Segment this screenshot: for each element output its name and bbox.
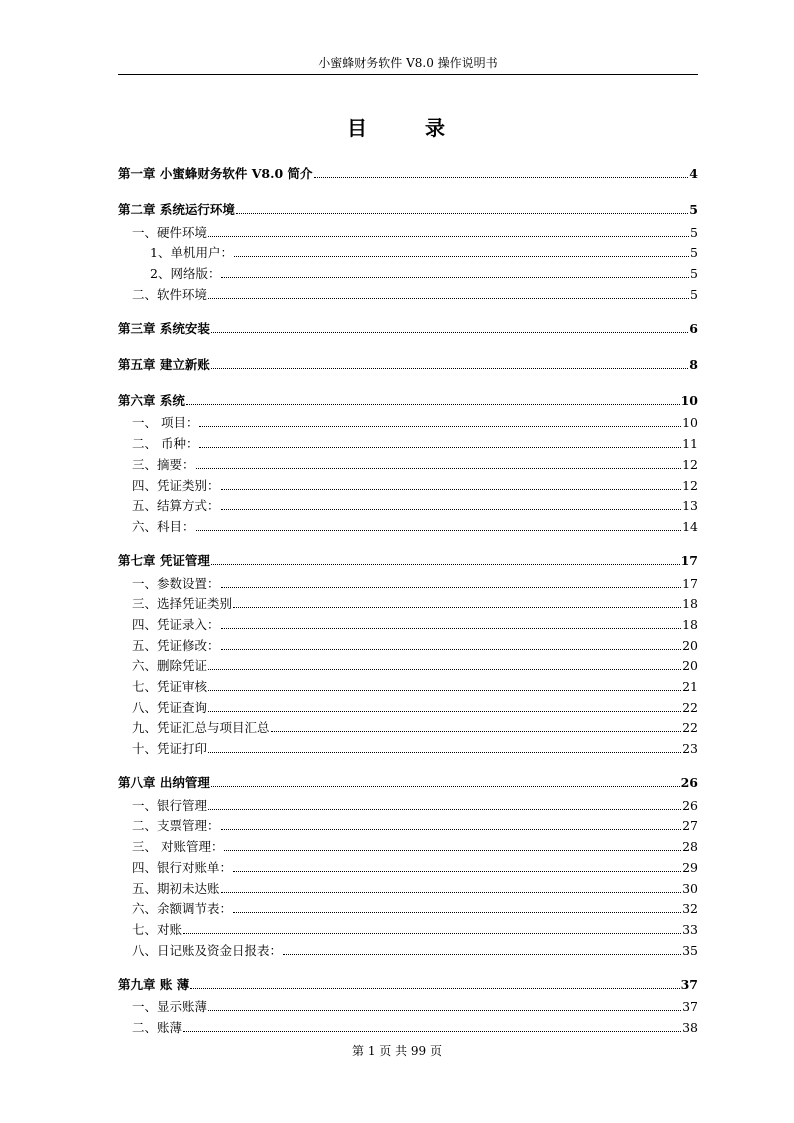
toc-section-entry[interactable]: [118, 898, 698, 919]
toc-page-number: 37: [682, 999, 698, 1015]
toc-entry-label: 二、软件环境: [132, 286, 208, 302]
toc-section-entry[interactable]: [118, 918, 698, 939]
toc-section-entry[interactable]: [118, 675, 698, 696]
toc-entry-label: 十、凭证打印: [132, 741, 208, 757]
toc-entry-label: 八、日记账及资金日报表：: [132, 942, 283, 958]
toc-section-entry[interactable]: [118, 283, 698, 304]
toc-page-number: 35: [682, 942, 698, 958]
toc-dot-leader: [208, 236, 689, 237]
toc-section-entry[interactable]: [118, 655, 698, 676]
toc-entry-label: 第七章 凭证管理: [118, 552, 210, 568]
toc-entry-label: 一、参数设置：: [132, 575, 220, 591]
toc-entry-label: 四、凭证类别：: [132, 477, 220, 493]
toc-page-number: 29: [682, 859, 698, 875]
toc-entry-label: 九、凭证汇总与项目汇总: [132, 720, 270, 736]
toc-entry-label: 七、凭证审核: [132, 679, 208, 694]
toc-chapter-entry[interactable]: [118, 965, 698, 996]
toc-page-number: 22: [682, 720, 698, 736]
toc-dot-leader: [233, 871, 681, 872]
toc-entry-label: 六、余额调节表：: [132, 901, 233, 917]
toc-entry-label: 第三章 系统安装: [118, 320, 210, 336]
toc-dot-leader: [208, 669, 681, 670]
toc-section-entry[interactable]: [118, 835, 698, 856]
toc-page-number: 27: [682, 818, 698, 834]
toc-page-number: 23: [682, 741, 698, 757]
toc-entry-label: 二、账薄: [132, 1019, 183, 1035]
toc-section-entry[interactable]: [118, 572, 698, 593]
toc-section-entry[interactable]: [118, 939, 698, 960]
toc-page-number: 20: [682, 637, 698, 653]
toc-page-number: 5: [690, 286, 698, 302]
toc-dot-leader: [208, 711, 681, 712]
toc-entry-label: 七、对账: [132, 921, 183, 937]
toc-entry-label: 第九章 账 薄: [118, 976, 190, 992]
toc-entry-label: 第一章 小蜜蜂财务软件 V8.0 简介: [118, 166, 313, 181]
toc-section-entry[interactable]: [118, 717, 698, 738]
toc-dot-leader: [314, 177, 689, 178]
toc-dot-leader: [233, 607, 681, 608]
toc-page-number: 10: [680, 392, 698, 408]
toc-section-entry[interactable]: [118, 412, 698, 433]
toc-section-entry[interactable]: [118, 737, 698, 758]
toc-page-number: 26: [682, 797, 698, 813]
toc-page-number: 17: [682, 575, 698, 591]
toc-section-entry[interactable]: [118, 593, 698, 614]
table-of-contents: [118, 154, 698, 1037]
toc-dot-leader: [208, 690, 681, 691]
toc-section-entry[interactable]: [118, 815, 698, 836]
toc-chapter-entry[interactable]: [118, 154, 698, 185]
toc-section-entry[interactable]: [118, 432, 698, 453]
toc-chapter-entry[interactable]: [118, 763, 698, 794]
toc-entry-label: 三、摘要：: [132, 456, 195, 472]
toc-entry-label: 一、 项目：: [132, 415, 199, 431]
toc-dot-leader: [211, 368, 688, 369]
toc-chapter-entry[interactable]: [118, 345, 698, 376]
toc-section-entry[interactable]: [118, 242, 698, 263]
toc-page-number: 33: [682, 921, 698, 937]
toc-section-entry[interactable]: [118, 856, 698, 877]
toc-entry-label: 第六章 系统: [118, 392, 185, 408]
toc-dot-leader: [190, 988, 679, 989]
toc-page-number: 17: [680, 552, 698, 568]
toc-dot-leader: [183, 933, 681, 934]
toc-entry-label: 一、硬件环境: [132, 224, 208, 240]
toc-dot-leader: [221, 587, 682, 588]
toc-entry-label: 1、单机用户：: [150, 245, 233, 261]
toc-entry-label: 五、期初未达账: [132, 880, 220, 896]
toc-page-number: 5: [689, 202, 698, 217]
toc-dot-leader: [233, 912, 681, 913]
toc-entry-label: 五、结算方式：: [132, 498, 220, 514]
toc-dot-leader: [211, 564, 680, 565]
toc-page-number: 8: [689, 356, 698, 372]
toc-chapter-entry[interactable]: [118, 381, 698, 412]
toc-entry-label: 六、科目：: [132, 518, 195, 534]
toc-page-number: 14: [682, 518, 698, 534]
toc-entry-label: 二、 币种：: [132, 436, 199, 452]
toc-entry-label: 三、 对账管理：: [132, 839, 224, 855]
toc-dot-leader: [208, 752, 681, 753]
toc-section-entry[interactable]: [118, 877, 698, 898]
toc-entry-label: 第八章 出纳管理: [118, 775, 210, 791]
toc-dot-leader: [221, 277, 689, 278]
toc-section-entry[interactable]: [118, 474, 698, 495]
toc-page-number: 6: [689, 320, 698, 336]
toc-page-number: 12: [682, 456, 698, 472]
toc-section-entry[interactable]: [118, 495, 698, 516]
toc-chapter-entry[interactable]: [118, 309, 698, 340]
toc-dot-leader: [196, 468, 682, 469]
toc-dot-leader: [224, 850, 681, 851]
toc-entry-label: 第五章 建立新账: [118, 356, 210, 372]
toc-dot-leader: [221, 649, 682, 650]
toc-entry-label: 六、删除凭证: [132, 658, 208, 674]
toc-page-number: 32: [682, 901, 698, 917]
toc-entry-label: 五、凭证修改：: [132, 637, 220, 653]
toc-section-entry[interactable]: [118, 262, 698, 283]
toc-page-number: 37: [680, 976, 698, 992]
page-footer: 第 1 页 共 99 页: [352, 1044, 442, 1058]
toc-dot-leader: [283, 954, 681, 955]
toc-section-entry[interactable]: [118, 1016, 698, 1037]
header-rule: [118, 74, 698, 75]
toc-dot-leader: [208, 298, 689, 299]
toc-page-number: 18: [682, 596, 698, 612]
toc-page-number: 21: [682, 679, 698, 694]
toc-entry-label: 八、凭证查询: [132, 699, 208, 715]
toc-dot-leader: [221, 829, 682, 830]
toc-dot-leader: [211, 332, 688, 333]
toc-dot-leader: [199, 447, 681, 448]
toc-page-number: 13: [682, 498, 698, 514]
title-char-1: 目: [347, 116, 369, 140]
toc-entry-label: 2、网络版：: [150, 266, 221, 282]
toc-dot-leader: [221, 489, 682, 490]
toc-entry-label: 四、凭证录入：: [132, 616, 220, 632]
toc-page-number: 12: [682, 477, 698, 493]
toc-entry-label: 三、选择凭证类别: [132, 596, 233, 612]
toc-page-number: 22: [682, 699, 698, 715]
toc-page-number: 5: [690, 245, 698, 261]
toc-section-entry[interactable]: [118, 221, 698, 242]
title-char-2: 录: [425, 116, 447, 140]
toc-page-number: 18: [682, 616, 698, 632]
toc-page-number: 10: [682, 415, 698, 431]
toc-entry-label: 一、显示账薄: [132, 999, 208, 1015]
toc-dot-leader: [221, 509, 682, 510]
toc-page-number: 38: [682, 1019, 698, 1035]
toc-dot-leader: [183, 1031, 681, 1032]
running-header: 小蜜蜂财务软件 V8.0 操作说明书: [318, 56, 498, 70]
toc-dot-leader: [186, 404, 680, 405]
toc-dot-leader: [211, 786, 680, 787]
toc-section-entry[interactable]: [118, 613, 698, 634]
toc-chapter-entry[interactable]: [118, 190, 698, 221]
toc-dot-leader: [221, 892, 682, 893]
toc-chapter-entry[interactable]: [118, 541, 698, 572]
toc-entry-label: 一、银行管理: [132, 797, 208, 813]
toc-dot-leader: [234, 256, 689, 257]
toc-page-number: 20: [682, 658, 698, 674]
toc-section-entry[interactable]: [118, 996, 698, 1017]
toc-page-number: 28: [682, 839, 698, 855]
toc-page-number: 5: [690, 266, 698, 282]
toc-section-entry[interactable]: [118, 794, 698, 815]
toc-dot-leader: [196, 530, 682, 531]
page-title: [0, 112, 794, 141]
toc-dot-leader: [271, 731, 682, 732]
toc-section-entry[interactable]: [118, 515, 698, 536]
toc-page-number: 4: [689, 166, 698, 181]
toc-dot-leader: [221, 628, 682, 629]
toc-dot-leader: [236, 213, 688, 214]
toc-entry-label: 四、银行对账单：: [132, 859, 233, 875]
toc-page-number: 30: [682, 880, 698, 896]
toc-entry-label: 第二章 系统运行环境: [118, 202, 235, 217]
toc-page-number: 5: [690, 224, 698, 240]
toc-section-entry[interactable]: [118, 453, 698, 474]
toc-dot-leader: [208, 809, 681, 810]
toc-dot-leader: [208, 1010, 681, 1011]
toc-page-number: 11: [682, 436, 698, 452]
toc-entry-label: 二、支票管理：: [132, 818, 220, 834]
toc-page-number: 26: [680, 775, 698, 791]
toc-section-entry[interactable]: [118, 696, 698, 717]
toc-section-entry[interactable]: [118, 634, 698, 655]
toc-dot-leader: [199, 426, 681, 427]
